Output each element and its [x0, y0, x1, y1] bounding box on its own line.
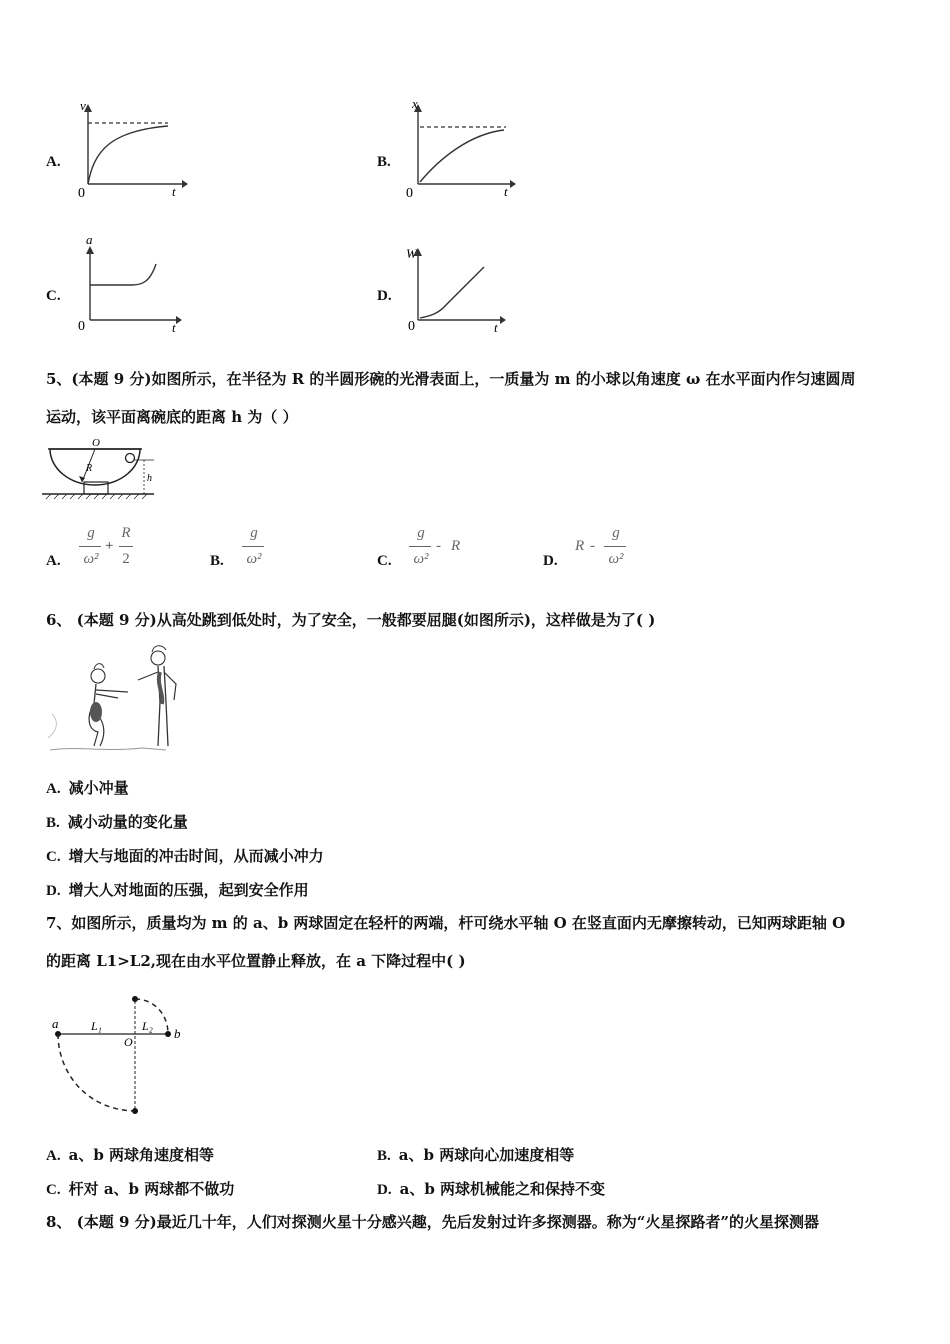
- option-label-b: B.: [377, 154, 391, 170]
- option-label-d: D.: [377, 288, 392, 304]
- label-l1: L₁: [91, 1019, 102, 1033]
- option-label-c: C.: [46, 288, 61, 304]
- question-7-line-2: 的距离 L1>L2,现在由水平位置静止释放，在 a 下降过程中( ): [46, 952, 466, 970]
- choice-label: A.: [46, 1148, 61, 1164]
- choice-text: 增大与地面的冲击时间，从而减小冲力: [68, 847, 324, 865]
- graph-x-t: [400, 96, 520, 201]
- choice-label: A.: [46, 781, 61, 797]
- origin-label: 0: [78, 319, 85, 334]
- q5-choice-a[interactable]: [46, 551, 69, 570]
- choice-label: A.: [46, 553, 61, 569]
- q5-choice-c[interactable]: [377, 551, 400, 570]
- label-o: O: [124, 1035, 133, 1049]
- label-o: O: [92, 437, 100, 449]
- axis-label-x: x: [412, 96, 418, 111]
- choice-label: D.: [46, 883, 61, 899]
- fraction-denominator: ω²: [608, 551, 624, 567]
- label-r: R: [86, 463, 93, 474]
- origin-label: 0: [78, 186, 85, 201]
- choice-text: 减小冲量: [68, 779, 129, 797]
- choice-text: a、b 两球角速度相等: [68, 1146, 215, 1164]
- q7-choice-b[interactable]: [377, 1144, 574, 1165]
- choice-label: B.: [377, 1148, 391, 1164]
- label-h: h: [147, 473, 152, 484]
- choice-label: D.: [543, 553, 558, 569]
- fraction-numerator: g: [612, 525, 620, 541]
- q6-choice-a[interactable]: [46, 777, 129, 798]
- label-b: b: [174, 1026, 181, 1041]
- fraction-denominator: ω²: [246, 551, 262, 567]
- q7-choice-a[interactable]: [46, 1144, 214, 1165]
- choice-text: 减小动量的变化量: [67, 813, 188, 831]
- choice-label: C.: [46, 849, 61, 865]
- origin-label: 0: [408, 319, 415, 334]
- axis-label-v: v: [80, 98, 86, 113]
- minus-operator: -: [590, 538, 595, 554]
- term-r: R: [451, 538, 461, 554]
- axis-label-t: t: [494, 320, 498, 335]
- question-5-line-2: 运动，该平面离碗底的距离 h 为（ ）: [46, 408, 298, 426]
- label-l2: L₂: [142, 1019, 153, 1033]
- choice-text: 增大人对地面的压强，起到安全作用: [68, 881, 309, 899]
- choice-label: B.: [46, 815, 60, 831]
- axis-label-t: t: [172, 184, 176, 199]
- q7-choice-d[interactable]: [377, 1178, 605, 1199]
- question-8-line-1: 8、 (本题 9 分)最近几十年，人们对探测火星十分感兴趣，先后发射过许多探测器。称为“火星探路者”的火星探测器: [46, 1213, 819, 1231]
- graph-v-t: [70, 96, 190, 201]
- axis-label-t: t: [172, 320, 176, 335]
- fraction-denominator: 2: [122, 551, 130, 567]
- question-5-line-1: 5、(本题 9 分)如图所示，在半径为 R 的半圆形碗的光滑表面上，一质量为 m 的小球以角速度 ω 在水平面内作匀速圆周: [46, 370, 856, 388]
- graph-w-t: [400, 230, 520, 335]
- graph-a-t: [70, 230, 190, 335]
- fraction-denominator: ω²: [83, 551, 99, 567]
- axis-label-w: W: [406, 246, 417, 261]
- q7-choice-c[interactable]: [46, 1178, 234, 1199]
- question-7-line-1: 7、如图所示，质量均为 m 的 a、b 两球固定在轻杆的两端，杆可绕水平轴 O 在竖直面内无摩擦转动，已知两球距轴 O: [46, 914, 846, 932]
- fraction-numerator: g: [250, 525, 258, 541]
- term-r: R: [575, 538, 585, 554]
- option-label-a: A.: [46, 154, 61, 170]
- choice-label: B.: [210, 553, 224, 569]
- minus-operator: -: [436, 538, 441, 554]
- plus-operator: +: [105, 538, 114, 554]
- choice-text: a、b 两球机械能之和保持不变: [399, 1180, 606, 1198]
- q6-choice-c[interactable]: [46, 845, 324, 866]
- choice-label: D.: [377, 1182, 392, 1198]
- origin-label: 0: [406, 186, 413, 201]
- jumping-people-figure: [46, 642, 186, 756]
- choice-label: C.: [46, 1182, 61, 1198]
- bowl-figure: [42, 436, 172, 512]
- choice-text: 杆对 a、b 两球都不做功: [68, 1180, 235, 1198]
- question-6-line-1: 6、 (本题 9 分)从高处跳到低处时，为了安全，一般都要屈腿(如图所示)，这样做是为了( ): [46, 611, 656, 629]
- choice-label: C.: [377, 553, 392, 569]
- q6-choice-b[interactable]: [46, 811, 188, 832]
- fraction-denominator: ω²: [413, 551, 429, 567]
- label-a: a: [52, 1016, 59, 1031]
- fraction-numerator: g: [87, 525, 95, 541]
- axis-label-t: t: [504, 184, 508, 199]
- q5-choice-d[interactable]: [543, 551, 566, 570]
- rod-figure: [46, 992, 196, 1118]
- choice-text: a、b 两球向心加速度相等: [398, 1146, 575, 1164]
- q5-choice-b[interactable]: [210, 551, 232, 570]
- fraction-numerator: g: [417, 525, 425, 541]
- fraction-numerator: R: [121, 525, 131, 541]
- axis-label-a: a: [86, 232, 93, 247]
- q6-choice-d[interactable]: [46, 879, 309, 900]
